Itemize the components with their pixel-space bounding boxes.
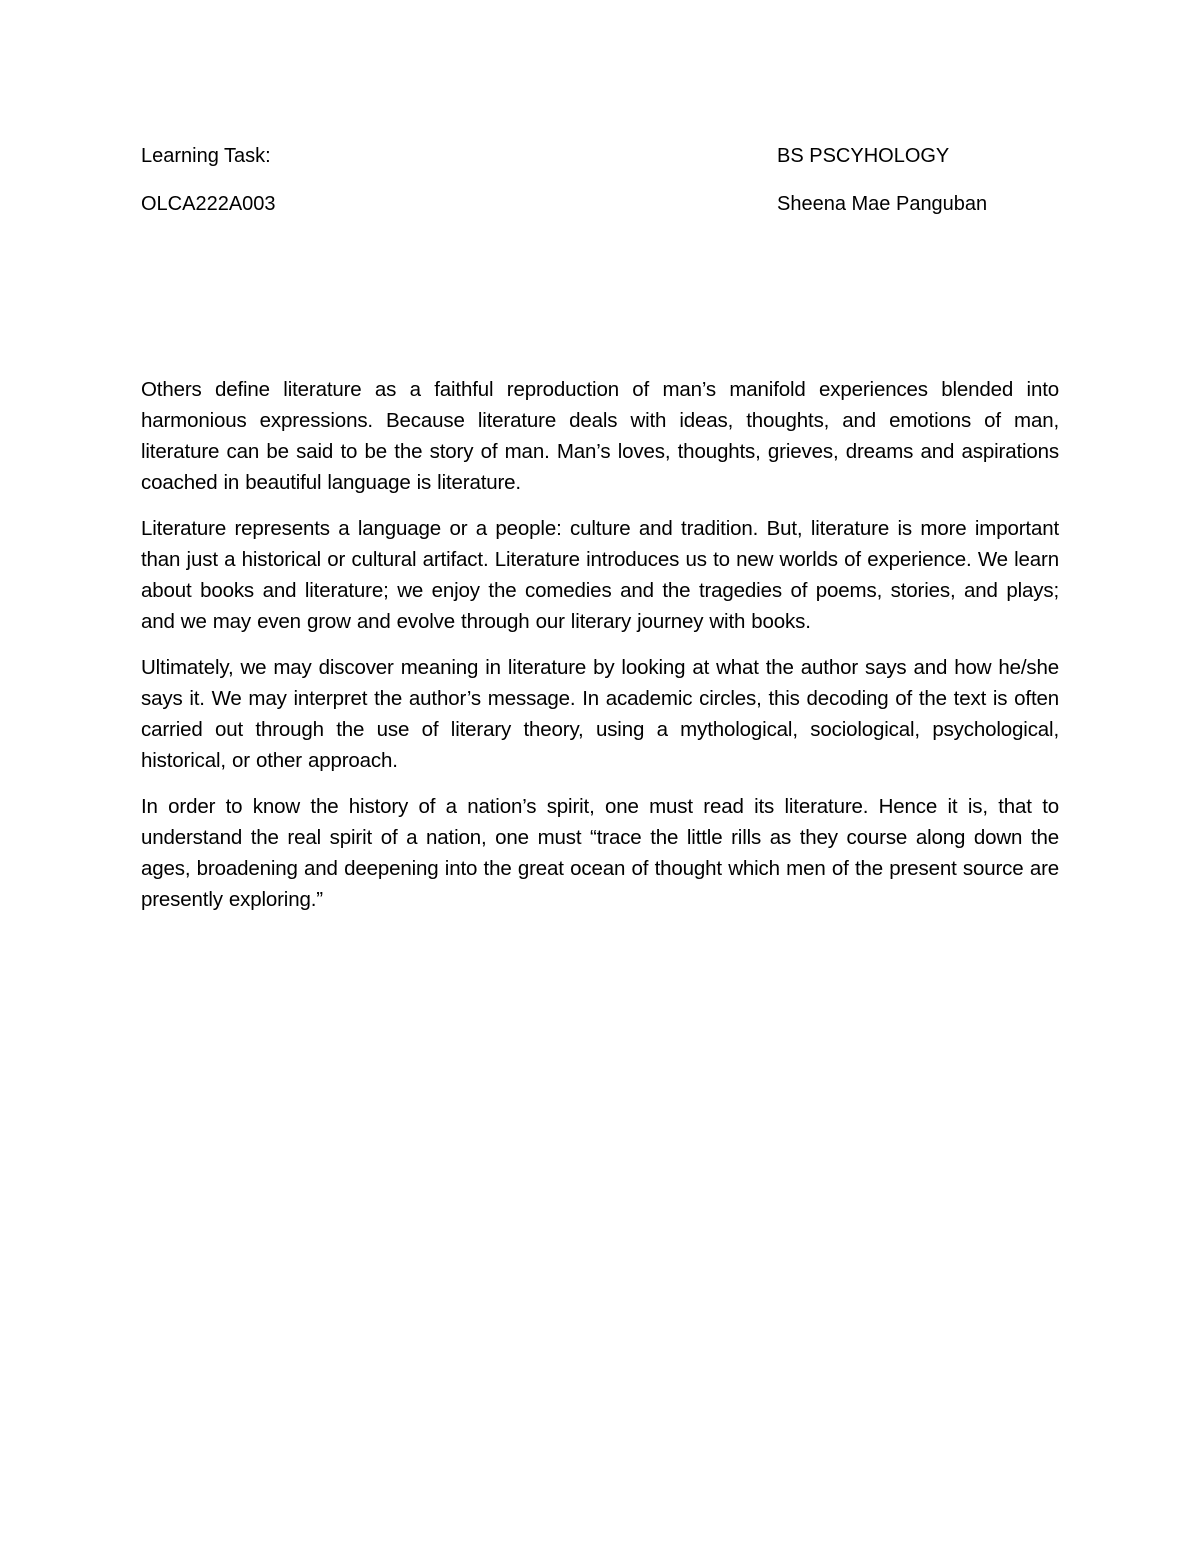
essay-paragraph-4: In order to know the history of a nation’s spirit, one must read its literature. Hence it is, that to understand the real spirit of a nation, one must “trace the little rills as they course along down the ages, broadening and deepening into the great ocean of thought which men of the present source are presently exploring.”	[141, 795, 1059, 911]
essay-paragraph-2: Literature represents a language or a people: culture and tradition. But, literature is more important than just a historical or cultural artifact. Literature introduces us to new worlds of experience. We learn about books and literature; we enjoy the comedies and the tragedies of poems, stories, and plays; and we may even grow and evolve through our literary journey with books.	[141, 517, 1059, 633]
essay-paragraph-3: Ultimately, we may discover meaning in literature by looking at what the author says and how he/she says it. We may interpret the author’s message. In academic circles, this decoding of the text is often carried out through the use of literary theory, using a mythological, sociological, psychological, historical, or other approach.	[141, 656, 1059, 772]
degree-program: BS PSCYHOLOGY	[777, 145, 950, 167]
essay-paragraph-1: Others define literature as a faithful reproduction of man’s manifold experiences blended into harmonious expressions. Because literature deals with ideas, thoughts, and emotions of man, literature can be said to be the story of man. Man’s loves, thoughts, grieves, dreams and aspirations coached in beautiful language is literature.	[141, 378, 1059, 494]
essay-body	[141, 374, 1059, 930]
student-name: Sheena Mae Panguban	[777, 193, 988, 215]
course-code: OLCA222A003	[141, 193, 276, 215]
learning-task-label: Learning Task:	[141, 145, 271, 167]
